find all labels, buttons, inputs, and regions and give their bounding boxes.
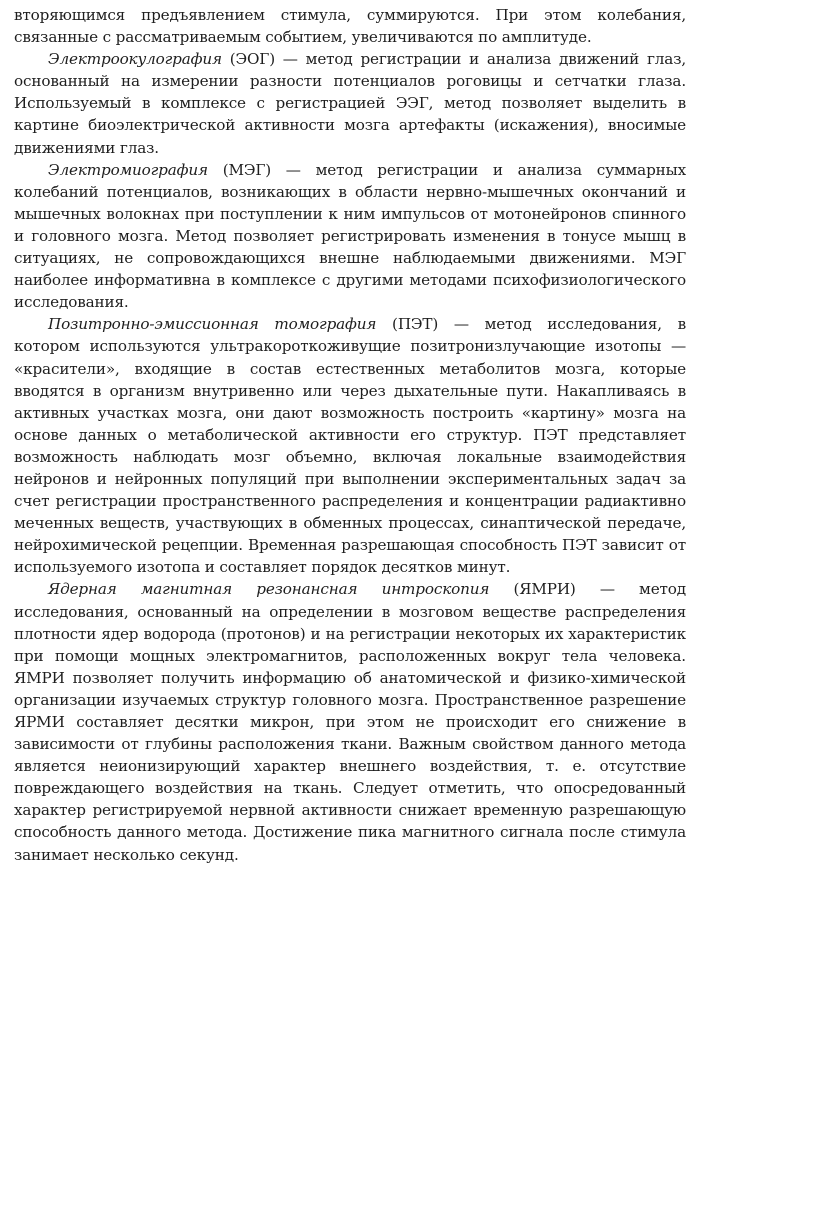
paragraph-continuation — [14, 4, 686, 48]
paragraph-text: вторяющимся предъявлением стимула, суммируются. При этом колебания, связанные с рассматриваемым событием, увеличиваются по амплитуде. — [14, 6, 686, 47]
term-mri: Ядерная магнитная резонансная интроскопия — [48, 580, 490, 599]
term-emg: Электромиография — [48, 160, 208, 179]
paragraph-eog — [14, 48, 686, 158]
term-pet: Позитронно-эмиссионная томография — [48, 315, 377, 334]
paragraph-text: (ЭОГ) — метод регистрации и анализа движений глаз, основанный на измерении разности потенциалов роговицы и сетчатки глаза. Используемый в комплексе с регистрацией ЭЭГ, метод позволяет выделить в картине биоэлектрической активности мозга артефакты (искажения), вносимые движениями глаз. — [14, 50, 686, 157]
body-text — [14, 4, 686, 866]
paragraph-mri — [14, 578, 686, 865]
paragraph-text: (ПЭТ) — метод исследования, в котором используются ультракороткоживущие позитронизлучающие изотопы — «красители», входящие в состав естественных метаболитов мозга, которые вводятся в организм внутривенно или через дыхательные пути. Накапливаясь в активных участках мозга, они дают возможность построить «картину» мозга на основе данных о метаболической активности его структур. ПЭТ представляет возможность наблюдать мозг объемно, включая локальные взаимодействия нейронов и нейронных популяций при выполнении экспериментальных задач за счет регистрации пространственного распределения и концентрации радиактивно меченных веществ, участвующих в обменных процессах, синаптической передаче, нейрохимической рецепции. Временная разрешающая способность ПЭТ зависит от используемого изотопа и составляет порядок десятков минут. — [14, 315, 686, 577]
paragraph-text: (ЯМРИ) — метод исследования, основанный на определении в мозговом веществе распределения плотности ядер водорода (протонов) и на регистрации некоторых их характеристик при помощи мощных электромагнитов, расположенных вокруг тела человека. ЯМРИ позволяет получить информацию об анатомической и физико-химической организации изучаемых структур головного мозга. Пространственное разрешение ЯРМИ составляет десятки микрон, при этом не происходит его снижение в зависимости от глубины расположения ткани. Важным свойством данного метода является неионизирующий характер внешнего воздействия, т. е. отсутствие повреждающего воздействия на ткань. Следует отметить, что опосредованный характер регистрируемой нервной активности снижает временную разрешающую способность данного метода. Достижение пика магнитного сигнала после стимула занимает несколько секунд. — [14, 580, 686, 864]
term-eog: Электроокулография — [48, 50, 222, 69]
paragraph-emg — [14, 159, 686, 314]
paragraph-text: (МЭГ) — метод регистрации и анализа суммарных колебаний потенциалов, возникающих в области нервно-мышечных окончаний и мышечных волокнах при поступлении к ним импульсов от мотонейронов спинного и головного мозга. Метод позволяет регистрировать изменения в тонусе мышц в ситуациях, не сопровождающихся внешне наблюдаемыми движениями. МЭГ наиболее информативна в комплексе с другими методами психофизиологического исследования. — [14, 160, 686, 312]
paragraph-pet — [14, 313, 686, 578]
